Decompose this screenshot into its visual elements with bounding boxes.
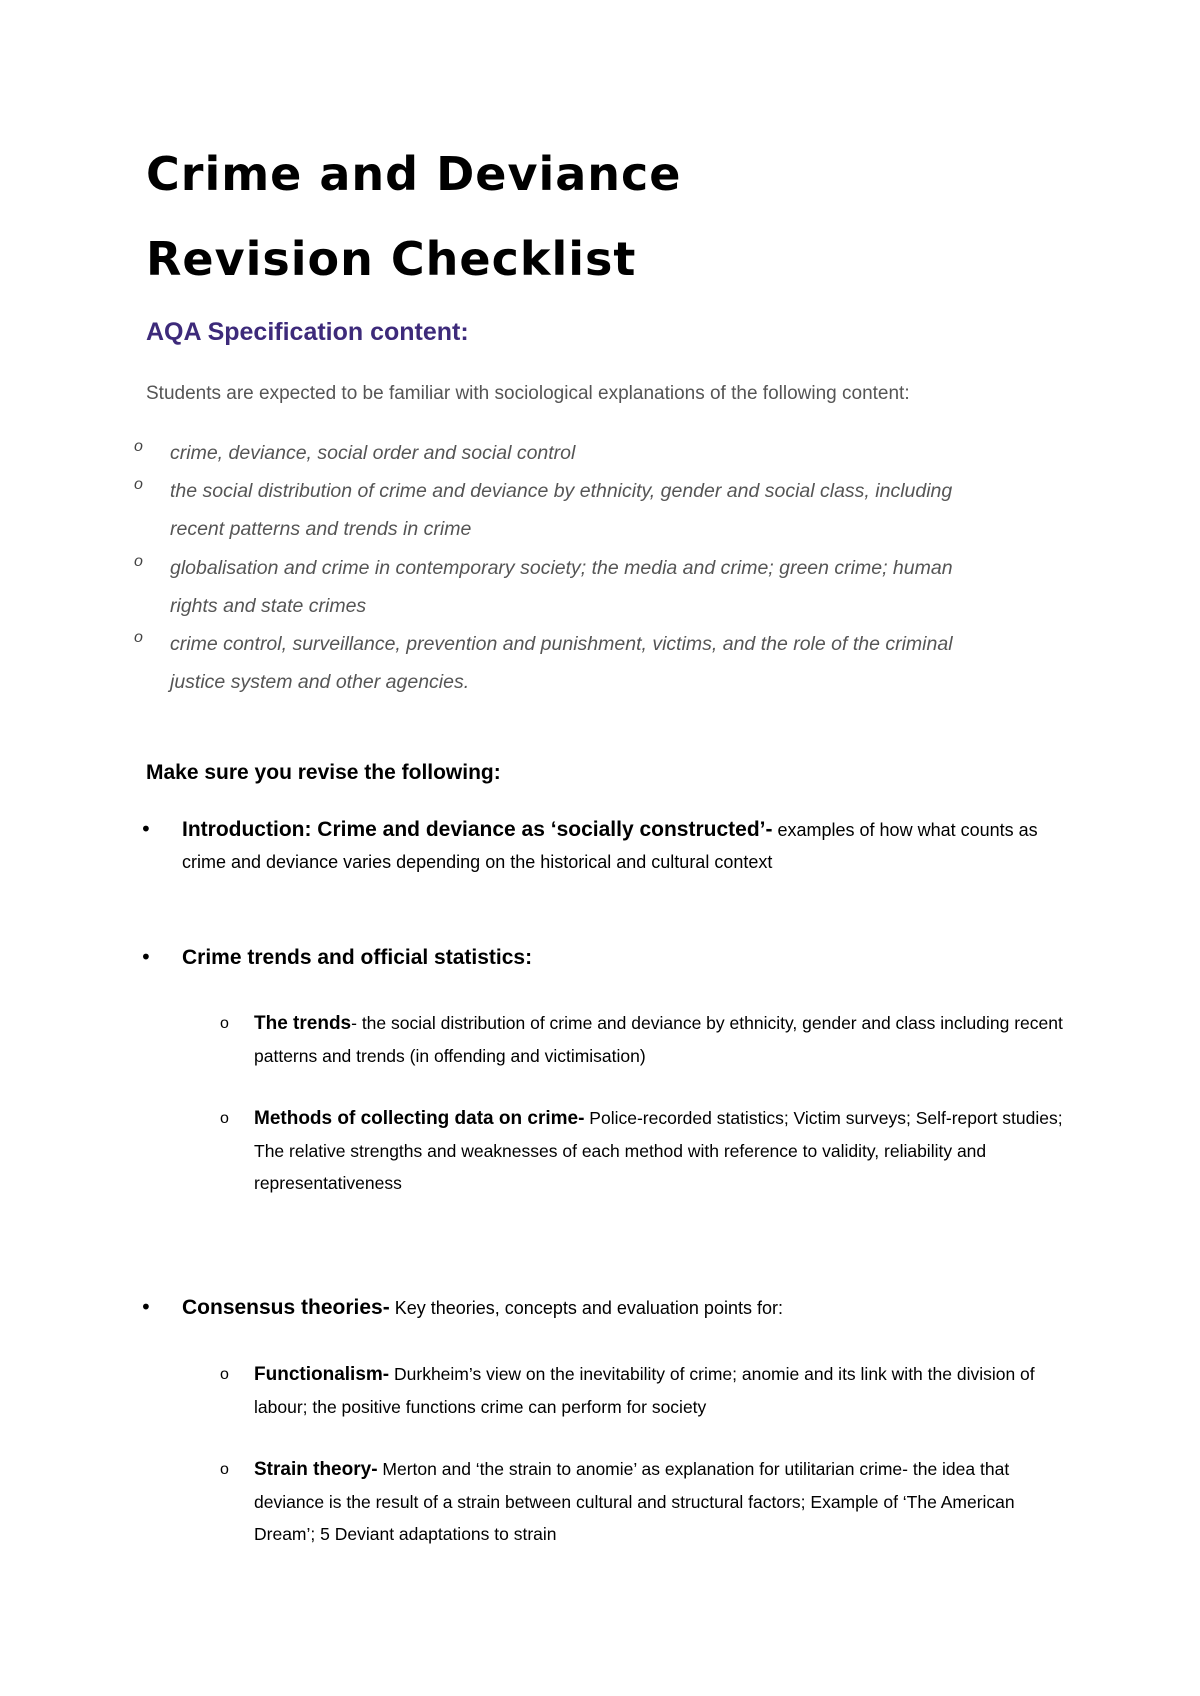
list-bullet: o [134, 629, 143, 646]
spec-item-text: crime, deviance, social order and social control [170, 442, 576, 464]
list-bullet: o [220, 1015, 229, 1032]
subtopic-heading: Methods of collecting data on crime- [254, 1108, 585, 1129]
subtopic-description: - the social distribution of crime and deviance by ethnicity, gender and class including recent patterns and trends (in offending and victimisation) [254, 1013, 1063, 1066]
topic-text [182, 942, 1062, 974]
document-title-line-2: Revision Checklist [146, 232, 637, 286]
subtopic-text [254, 1453, 1069, 1550]
topic-text [182, 814, 1062, 878]
spec-heading: AQA Specification content: [146, 318, 469, 346]
spec-item-text: crime control, surveillance, prevention and punishment, victims, and the role of the criminal justice system and other agencies. [170, 633, 953, 693]
subtopic-heading: Functionalism- [254, 1364, 390, 1385]
list-bullet: o [134, 438, 143, 455]
topic-heading: Consensus theories- [182, 1296, 390, 1319]
revise-heading: Make sure you revise the following: [146, 761, 501, 784]
spec-item-text: globalisation and crime in contemporary society; the media and crime; green crime; human rights and state crimes [170, 557, 953, 617]
list-bullet: o [134, 553, 143, 570]
list-bullet: • [140, 1295, 152, 1319]
subtopic-description: Police-recorded statistics; Victim surveys; Self-report studies; The relative strengths and weaknesses of each method with reference to validity, reliability and representativeness [254, 1108, 1063, 1193]
subtopic-heading: The trends [254, 1013, 352, 1034]
subtopic-text [254, 1007, 1069, 1072]
list-bullet: o [134, 476, 143, 493]
list-bullet: • [140, 817, 152, 841]
list-bullet: o [220, 1110, 229, 1127]
subtopic-text [254, 1358, 1069, 1423]
topic-description: examples of how what counts as crime and deviance varies depending on the historical and cultural context [182, 820, 1038, 872]
spec-intro: Students are expected to be familiar with sociological explanations of the following content: [146, 383, 910, 404]
spec-item-text: the social distribution of crime and deviance by ethnicity, gender and social class, including recent patterns and trends in crime [170, 480, 953, 540]
topic-heading: Crime trends and official statistics: [182, 946, 533, 969]
subtopic-description: Durkheim’s view on the inevitability of crime; anomie and its link with the division of labour; the positive functions crime can perform for society [254, 1364, 1035, 1417]
topic-text [182, 1292, 1062, 1324]
subtopic-description: Merton and ‘the strain to anomie’ as explanation for utilitarian crime- the idea that deviance is the result of a strain between cultural and structural factors; Example of ‘The American Dream’; 5 Deviant adaptations to strain [254, 1459, 1015, 1544]
subtopic-text [254, 1102, 1069, 1199]
subtopic-heading: Strain theory- [254, 1459, 378, 1480]
topic-heading: Introduction: Crime and deviance as ‘socially constructed’- [182, 818, 773, 841]
list-bullet: • [140, 945, 152, 969]
list-bullet: o [220, 1461, 229, 1478]
list-bullet: o [220, 1366, 229, 1383]
document-title-line-1: Crime and Deviance [146, 147, 682, 201]
topic-description: Key theories, concepts and evaluation points for: [394, 1298, 783, 1318]
